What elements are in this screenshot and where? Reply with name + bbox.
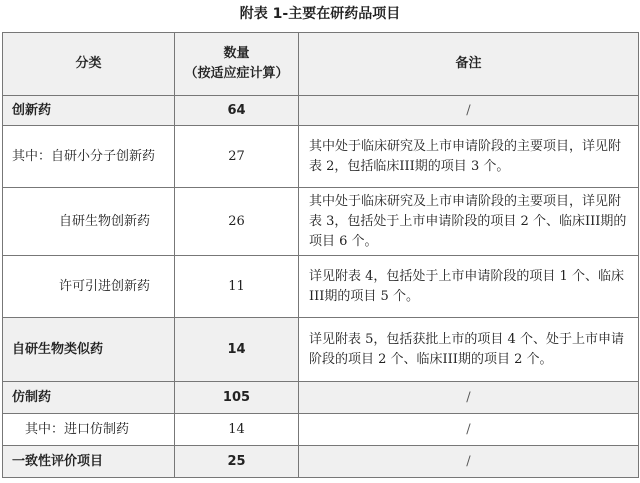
row-category: 许可引进创新药 (3, 256, 175, 318)
header-row (3, 33, 639, 96)
row-notes: 其中处于临床研究及上市申请阶段的主要项目，详见附表 3，包括处于上市申请阶段的项目 2 个、临床III期的项目 6 个。 (299, 188, 639, 256)
row-category: 仿制药 (3, 382, 175, 414)
header-notes: 备注 (299, 33, 639, 96)
row-count: 64 (175, 96, 299, 126)
table-title: 附表 1-主要在研药品项目 (239, 6, 401, 22)
row-notes: / (299, 414, 639, 446)
row-count: 14 (175, 414, 299, 446)
pipeline-table (2, 32, 639, 478)
row-category: 其中：自研小分子创新药 (3, 126, 175, 188)
header-category: 分类 (3, 33, 175, 96)
row-count: 11 (175, 256, 299, 318)
table-row (3, 126, 639, 188)
row-category: 自研生物创新药 (3, 188, 175, 256)
header-count (175, 33, 299, 96)
table-row (3, 318, 639, 382)
table-row (3, 414, 639, 446)
row-notes: 其中处于临床研究及上市申请阶段的主要项目，详见附表 2，包括临床III期的项目 3 个。 (299, 126, 639, 188)
row-count: 105 (175, 382, 299, 414)
row-notes: 详见附表 4，包括处于上市申请阶段的项目 1 个、临床III期的项目 5 个。 (299, 256, 639, 318)
row-category: 一致性评价项目 (3, 446, 175, 478)
header-count-line2: （按适应症计算） (184, 66, 289, 81)
table-row (3, 188, 639, 256)
row-count: 26 (175, 188, 299, 256)
row-notes: 详见附表 5，包括获批上市的项目 4 个、处于上市申请阶段的项目 2 个、临床III期的项目 2 个。 (299, 318, 639, 382)
row-category: 创新药 (3, 96, 175, 126)
table-row (3, 382, 639, 414)
header-count-line1: 数量 (223, 46, 250, 61)
row-category: 自研生物类似药 (3, 318, 175, 382)
row-notes: / (299, 96, 639, 126)
row-notes: / (299, 382, 639, 414)
table-row (3, 446, 639, 478)
row-count: 14 (175, 318, 299, 382)
row-category: 其中：进口仿制药 (3, 414, 175, 446)
row-count: 25 (175, 446, 299, 478)
table-row (3, 96, 639, 126)
row-count: 27 (175, 126, 299, 188)
row-notes: / (299, 446, 639, 478)
table-row (3, 256, 639, 318)
